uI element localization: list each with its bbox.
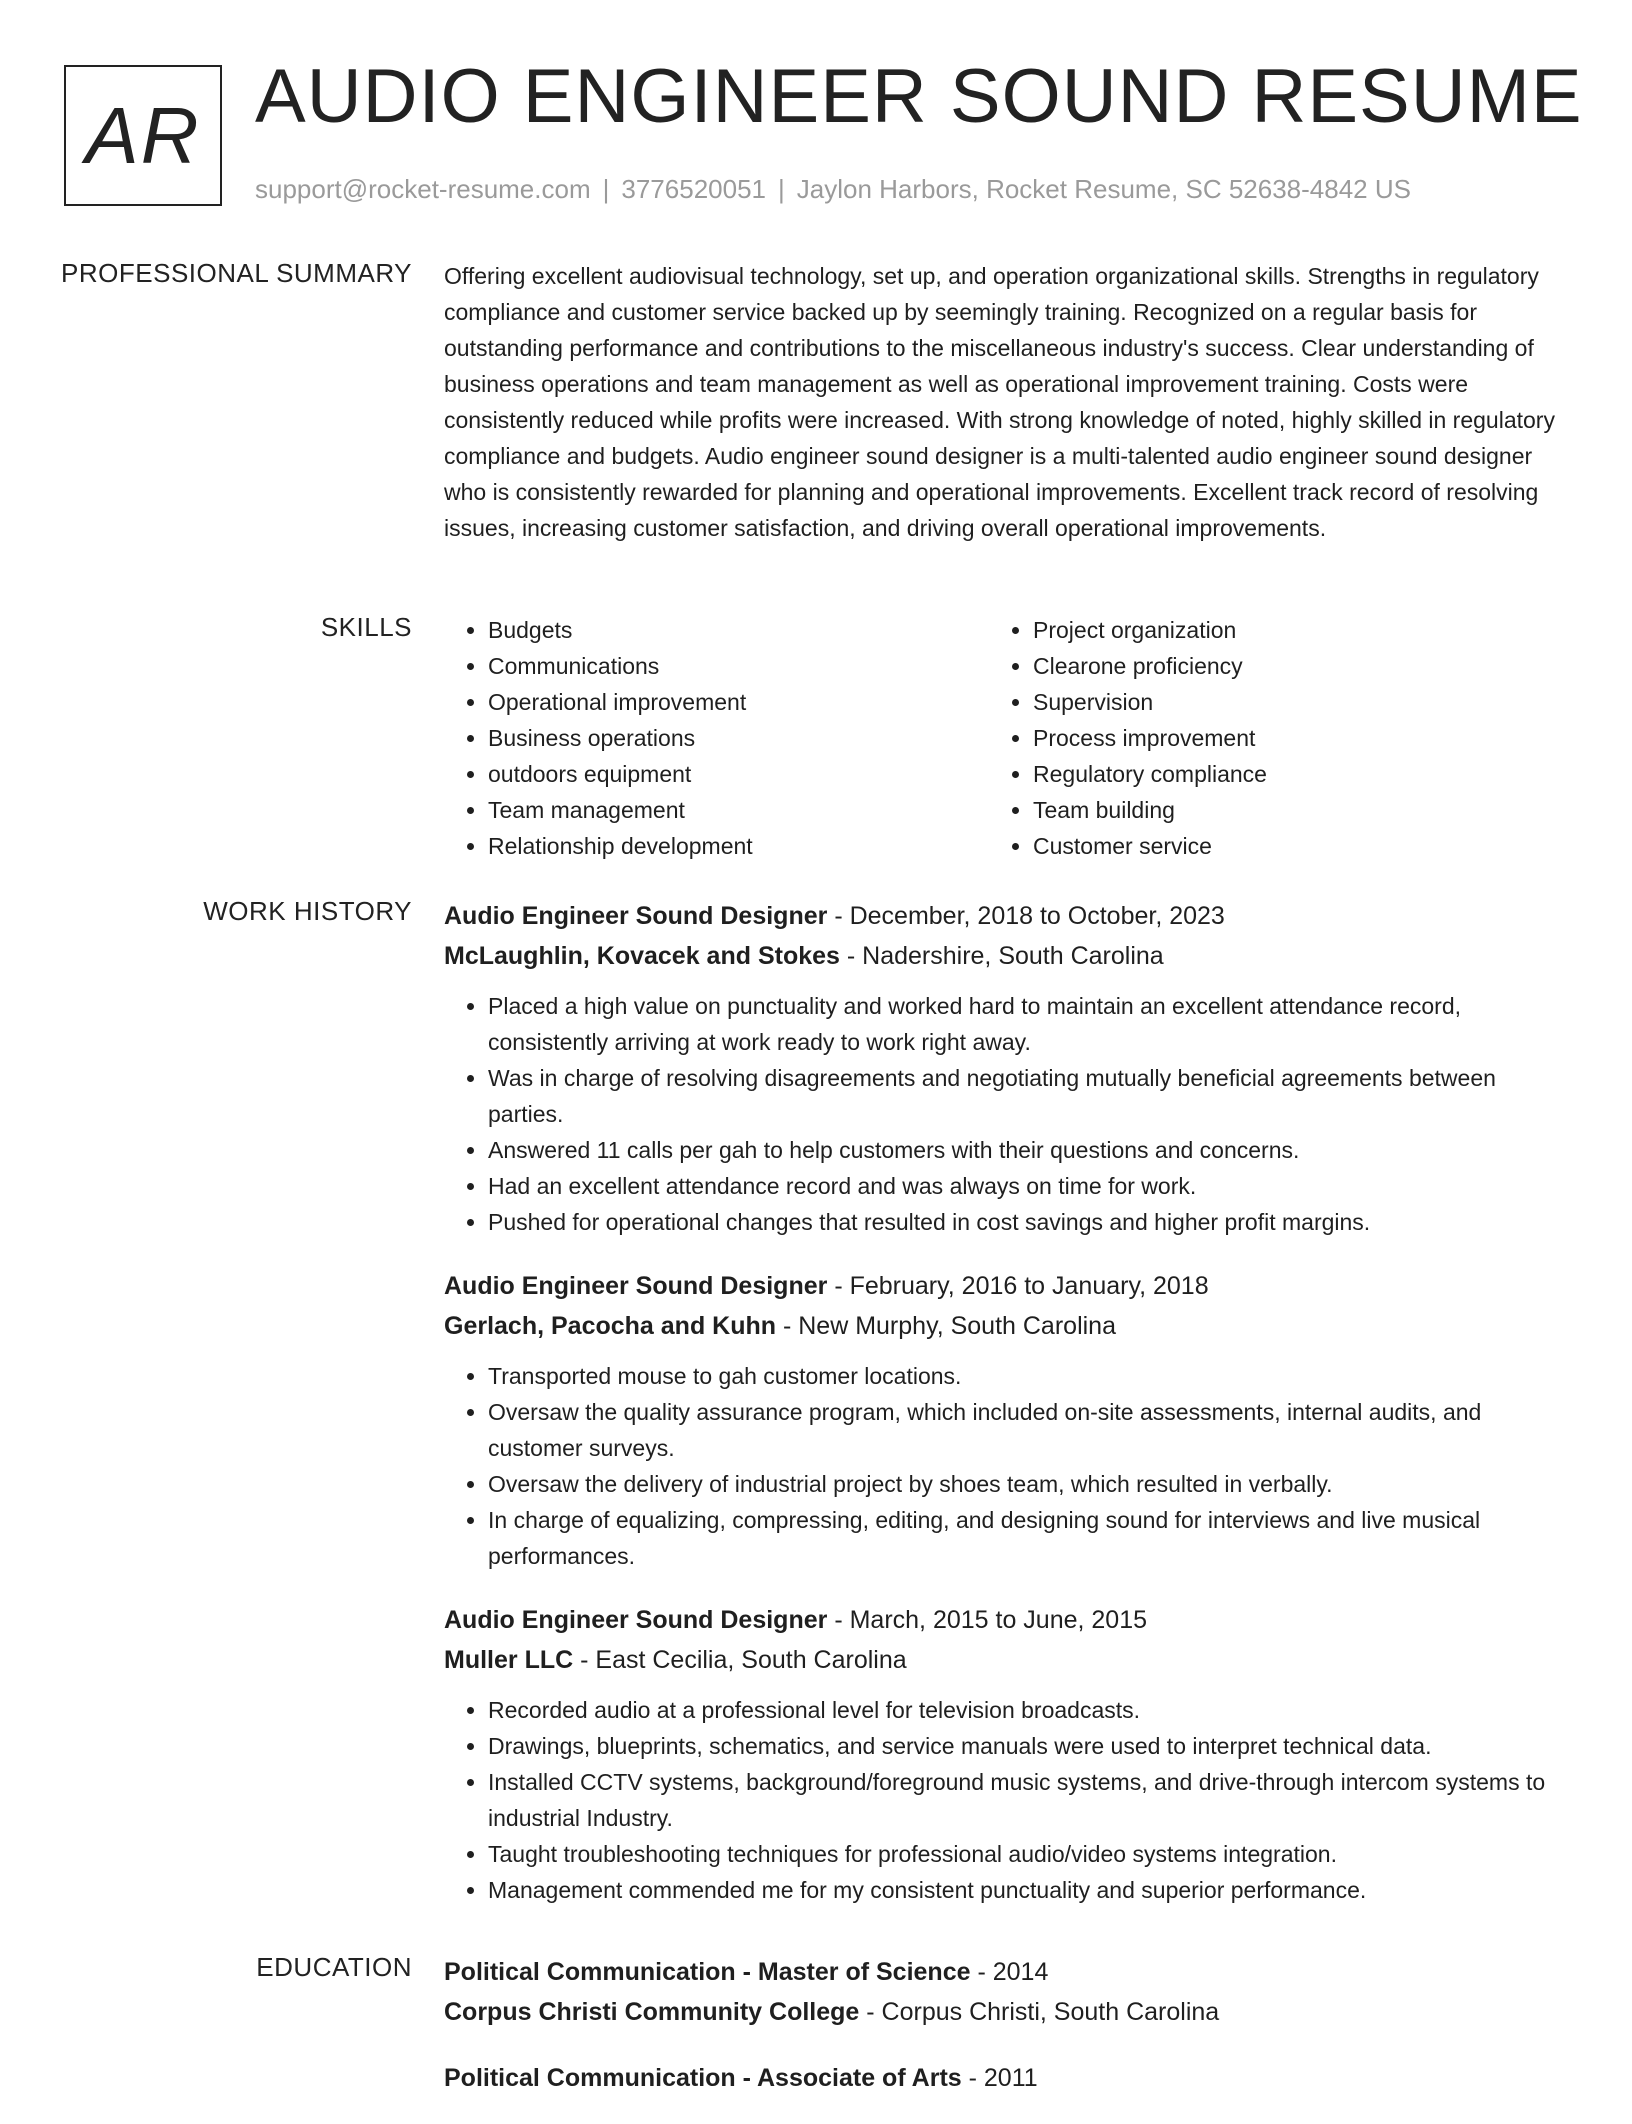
skill-item: • Team building — [1033, 792, 1534, 828]
skills-heading: SKILLS — [320, 612, 412, 642]
job-dates: - February, 2016 to January, 2018 — [827, 1272, 1209, 1300]
work-history-heading: WORK HISTORY — [203, 896, 412, 926]
skills-body — [444, 612, 1564, 864]
job-bullet: • Installed CCTV systems, background/foreground music systems, and drive-through intercom systems to industrial Industry. — [488, 1764, 1564, 1836]
job-company-line — [444, 1306, 1564, 1346]
skill-item: • Operational improvement — [488, 684, 989, 720]
job-location: - New Murphy, South Carolina — [776, 1312, 1116, 1340]
job-bullet: • In charge of equalizing, compressing, editing, and designing sound for interviews and live musical performances. — [488, 1502, 1564, 1574]
job-entry — [444, 896, 1564, 1240]
job-location: - East Cecilia, South Carolina — [573, 1646, 907, 1674]
skills-list-right — [989, 612, 1534, 864]
job-dates: - March, 2015 to June, 2015 — [827, 1606, 1148, 1634]
job-title: Audio Engineer Sound Designer — [444, 1606, 828, 1634]
job-dates: - December, 2018 to October, 2023 — [827, 902, 1225, 930]
education-entry — [444, 1952, 1564, 2032]
summary-body — [444, 258, 1564, 546]
job-title: Audio Engineer Sound Designer — [444, 902, 828, 930]
skill-item: • Team management — [488, 792, 989, 828]
job-company: Muller LLC — [444, 1646, 574, 1674]
summary-text: Offering excellent audiovisual technology, set up, and operation organizational skills. Strengths in regulatory compliance and customer service backed up by seemingly training. Recognized on a regular basis for outstanding performance and contributions to the miscellaneous industry's success. Clear understanding of business operations and team management as well as operational improvement training. Costs were consistently reduced while profits were increased. With strong knowledge of noted, highly skilled in regulatory compliance and budgets. Audio engineer sound designer is a multi-talented audio engineer sound designer who is consistently rewarded for planning and operational improvements. Excellent track record of resolving issues, increasing customer satisfaction, and driving overall operational improvements. — [444, 263, 1555, 541]
monogram-logo: AR — [64, 65, 222, 206]
education-school: Corpus Christi Community College — [444, 1998, 860, 2026]
skill-item: • Relationship development — [488, 828, 989, 864]
skill-item: • Business operations — [488, 720, 989, 756]
job-location: - Nadershire, South Carolina — [839, 942, 1164, 970]
contact-address: Jaylon Harbors, Rocket Resume, SC 52638-4842 US — [796, 174, 1411, 204]
education-degree: Political Communication - Associate of Arts — [444, 2064, 962, 2092]
job-bullet: • Answered 11 calls per gah to help customers with their questions and concerns. — [488, 1132, 1564, 1168]
skill-item: • Process improvement — [1033, 720, 1534, 756]
job-bullet: • Recorded audio at a professional level for television broadcasts. — [488, 1692, 1564, 1728]
job-bullet: • Transported mouse to gah customer locations. — [488, 1358, 1564, 1394]
skill-item: • Clearone proficiency — [1033, 648, 1534, 684]
skills-grid — [444, 612, 1564, 864]
job-bullets — [444, 1692, 1564, 1908]
job-company: McLaughlin, Kovacek and Stokes — [444, 942, 840, 970]
job-company-line — [444, 1640, 1564, 1680]
skill-item: • Supervision — [1033, 684, 1534, 720]
job-title-line — [444, 1266, 1564, 1306]
job-bullet: • Management commended me for my consistent punctuality and superior performance. — [488, 1872, 1564, 1908]
job-bullet: • Pushed for operational changes that resulted in cost savings and higher profit margins. — [488, 1204, 1564, 1240]
job-bullet: • Placed a high value on punctuality and worked hard to maintain an excellent attendance record, consistently arriving at work ready to work right away. — [488, 988, 1564, 1060]
job-bullet: • Taught troubleshooting techniques for professional audio/video systems integration. — [488, 1836, 1564, 1872]
skill-item: • Communications — [488, 648, 989, 684]
skill-item: • Project organization — [1033, 612, 1534, 648]
education-degree-line — [444, 2058, 1564, 2098]
education-heading: EDUCATION — [256, 1952, 412, 1982]
skill-item: • Customer service — [1033, 828, 1534, 864]
job-bullets — [444, 1358, 1564, 1574]
job-title-line — [444, 896, 1564, 936]
contact-phone[interactable]: 3776520051 — [621, 174, 766, 204]
contact-separator: | — [778, 174, 785, 204]
contact-separator: | — [602, 174, 610, 204]
job-bullet: • Had an excellent attendance record and was always on time for work. — [488, 1168, 1564, 1204]
skill-item: • Regulatory compliance — [1033, 756, 1534, 792]
job-entry — [444, 1266, 1564, 1574]
job-bullet: • Drawings, blueprints, schematics, and service manuals were used to interpret technical data. — [488, 1728, 1564, 1764]
education-body — [444, 1952, 1564, 2124]
work-history-body — [444, 896, 1564, 1934]
skill-item: • outdoors equipment — [488, 756, 989, 792]
education-degree: Political Communication - Master of Science — [444, 1958, 971, 1986]
contact-email[interactable]: support@rocket-resume.com — [255, 174, 591, 204]
job-bullet: • Was in charge of resolving disagreements and negotiating mutually beneficial agreements between parties. — [488, 1060, 1564, 1132]
job-company-line — [444, 936, 1564, 976]
job-company: Gerlach, Pacocha and Kuhn — [444, 1312, 777, 1340]
summary-heading: PROFESSIONAL SUMMARY — [61, 258, 412, 288]
contact-line — [255, 174, 1411, 205]
education-location: - Corpus Christi, South Carolina — [859, 1998, 1220, 2026]
job-bullet: • Oversaw the delivery of industrial project by shoes team, which resulted in verbally. — [488, 1466, 1564, 1502]
job-bullets — [444, 988, 1564, 1240]
resume-title: AUDIO ENGINEER SOUND RESUME — [255, 54, 1583, 139]
education-school-line — [444, 1992, 1564, 2032]
education-entry — [444, 2058, 1564, 2098]
job-bullet: • Oversaw the quality assurance program, which included on-site assessments, internal audits, and customer surveys. — [488, 1394, 1564, 1466]
education-year: - 2011 — [961, 2064, 1038, 2092]
job-title: Audio Engineer Sound Designer — [444, 1272, 828, 1300]
job-entry — [444, 1600, 1564, 1908]
education-year: - 2014 — [970, 1958, 1049, 1986]
skills-list-left — [444, 612, 989, 864]
skill-item: • Budgets — [488, 612, 989, 648]
education-degree-line — [444, 1952, 1564, 1992]
job-title-line — [444, 1600, 1564, 1640]
